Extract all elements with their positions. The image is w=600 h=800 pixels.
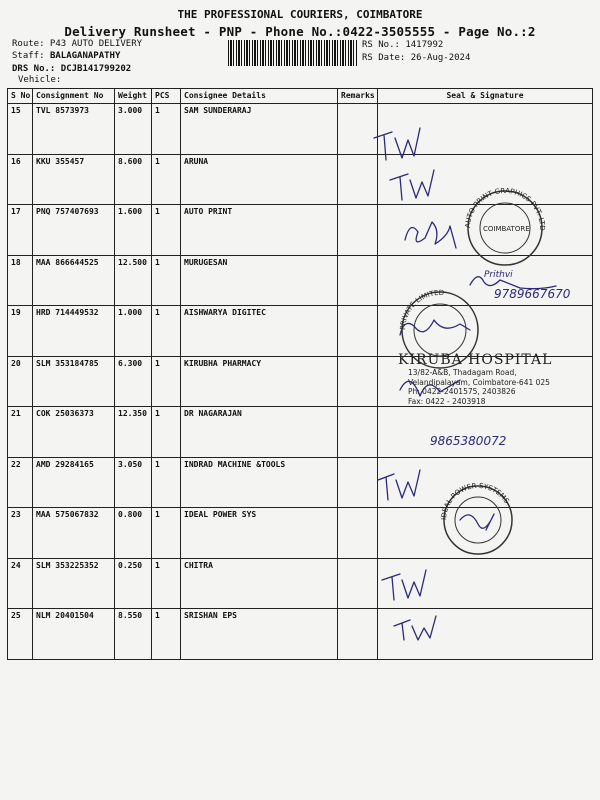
hospital-address-2: Velandipalayam, Coimbatore-641 025 xyxy=(408,377,550,387)
cell-consignee: KIRUBHA PHARMACY xyxy=(181,356,338,407)
col-header-pcs: PCS xyxy=(152,89,181,104)
cell-sno: 20 xyxy=(8,356,33,407)
cell-pcs: 1 xyxy=(152,255,181,306)
signature-row-22 xyxy=(378,470,420,500)
auto-print-stamp-city: COIMBATORE xyxy=(483,225,530,233)
cell-consignment-no: KKU 355457 xyxy=(33,154,115,205)
cell-pcs: 1 xyxy=(152,609,181,660)
auto-print-stamp xyxy=(464,187,546,265)
auto-print-stamp-text: AUTO PRINT GRAPHICS PVT. LTD xyxy=(463,186,547,231)
cell-consignment-no: HRD 714449532 xyxy=(33,306,115,357)
cell-sno: 18 xyxy=(8,255,33,306)
cell-consignment-no: MAA 575067832 xyxy=(33,508,115,559)
cell-pcs: 1 xyxy=(152,508,181,559)
cell-sno: 24 xyxy=(8,558,33,609)
handwritten-name-row-18: Prithvi xyxy=(484,270,513,280)
handwritten-phone-row-21: 9865380072 xyxy=(430,434,507,448)
cell-consignment-no: SLM 353184785 xyxy=(33,356,115,407)
ideal-power-stamp xyxy=(440,482,512,554)
hospital-stamp xyxy=(398,352,552,406)
cell-consignee: AISHWARYA DIGITEC xyxy=(181,306,338,357)
staff-name: BALAGANAPATHY xyxy=(49,51,121,61)
hospital-phone: Ph: 0422-2401575, 2403826 xyxy=(408,387,516,396)
cell-sno: 23 xyxy=(8,508,33,559)
cell-consignment-no: MAA 866644525 xyxy=(33,255,115,306)
signature-row-23 xyxy=(460,514,494,530)
cell-weight: 1.000 xyxy=(115,306,152,357)
hospital-name: KIRUBA HOSPITAL xyxy=(398,352,553,368)
runsheet-title: Delivery Runsheet - PNP - Phone No.:0422-3505555 - Page No.:2 xyxy=(64,24,536,39)
cell-sno: 16 xyxy=(8,154,33,205)
cell-weight: 12.350 xyxy=(115,407,152,458)
col-header-consignee: Consignee Details xyxy=(181,89,338,104)
col-header-consignment: Consignment No xyxy=(33,89,115,104)
cell-consignment-no: TVL 8573973 xyxy=(33,104,115,155)
signature-row-16 xyxy=(390,170,434,200)
cell-consignee: ARUNA xyxy=(181,154,338,205)
drs-number: DCJB141799202 xyxy=(60,64,132,74)
cell-consignee: AUTO PRINT xyxy=(181,205,338,256)
col-header-remarks: Remarks xyxy=(338,89,378,104)
col-header-signature: Seal & Signature xyxy=(378,89,593,104)
ideal-power-stamp-text: IDEAL POWER SYSTEMS xyxy=(439,481,511,521)
route-text: Route: P43 AUTO DELIVERY xyxy=(12,39,143,49)
cell-consignment-no: COK 25036373 xyxy=(33,407,115,458)
cell-weight: 0.800 xyxy=(115,508,152,559)
cell-consignment-no: SLM 353225352 xyxy=(33,558,115,609)
vehicle-label: Vehicle: xyxy=(18,75,62,85)
cell-weight: 3.050 xyxy=(115,457,152,508)
cell-weight: 8.550 xyxy=(115,609,152,660)
hospital-address-1: 13/82-A&B, Thadagam Road, xyxy=(408,368,517,377)
drs-label: DRS No.: xyxy=(12,64,56,74)
digitec-stamp-text: PRIVATE LIMITED xyxy=(398,288,445,331)
cell-sno: 21 xyxy=(8,407,33,458)
cell-consignee: SAM SUNDERARAJ xyxy=(181,104,338,155)
company-name: THE PROFESSIONAL COURIERS, COIMBATORE xyxy=(177,8,423,21)
rs-number: RS No.: 1417992 xyxy=(362,40,444,50)
cell-consignment-no: PNQ 757407693 xyxy=(33,205,115,256)
rs-date: RS Date: 26-Aug-2024 xyxy=(362,53,471,63)
cell-consignee: CHITRA xyxy=(181,558,338,609)
cell-weight: 12.500 xyxy=(115,255,152,306)
cell-pcs: 1 xyxy=(152,205,181,256)
cell-weight: 3.000 xyxy=(115,104,152,155)
cell-consignee: MURUGESAN xyxy=(181,255,338,306)
cell-consignee: IDEAL POWER SYS xyxy=(181,508,338,559)
signature-row-17 xyxy=(405,222,456,248)
cell-pcs: 1 xyxy=(152,407,181,458)
signature-row-15 xyxy=(374,128,420,160)
hospital-fax: Fax: 0422 - 2403918 xyxy=(408,396,486,406)
staff-label: Staff: xyxy=(12,51,45,61)
cell-consignee: DR NAGARAJAN xyxy=(181,407,338,458)
cell-pcs: 1 xyxy=(152,154,181,205)
cell-weight: 6.300 xyxy=(115,356,152,407)
col-header-sno: S No xyxy=(8,89,33,104)
cell-pcs: 1 xyxy=(152,558,181,609)
cell-consignee: SRISHAN EPS xyxy=(181,609,338,660)
cell-consignee: INDRAD MACHINE &TOOLS xyxy=(181,457,338,508)
cell-weight: 1.600 xyxy=(115,205,152,256)
cell-weight: 0.250 xyxy=(115,558,152,609)
cell-weight: 8.600 xyxy=(115,154,152,205)
cell-pcs: 1 xyxy=(152,356,181,407)
cell-pcs: 1 xyxy=(152,104,181,155)
col-header-weight: Weight xyxy=(115,89,152,104)
handwritten-phone-row-19: 9789667670 xyxy=(494,287,571,301)
cell-sno: 22 xyxy=(8,457,33,508)
cell-consignment-no: AMD 29284165 xyxy=(33,457,115,508)
cell-consignment-no: NLM 20401504 xyxy=(33,609,115,660)
cell-sno: 25 xyxy=(8,609,33,660)
signature-row-24 xyxy=(382,570,426,600)
signature-row-25 xyxy=(394,616,436,640)
cell-sno: 17 xyxy=(8,205,33,256)
cell-pcs: 1 xyxy=(152,306,181,357)
signature-row-19 xyxy=(400,320,470,335)
cell-pcs: 1 xyxy=(152,457,181,508)
cell-sno: 19 xyxy=(8,306,33,357)
cell-sno: 15 xyxy=(8,104,33,155)
